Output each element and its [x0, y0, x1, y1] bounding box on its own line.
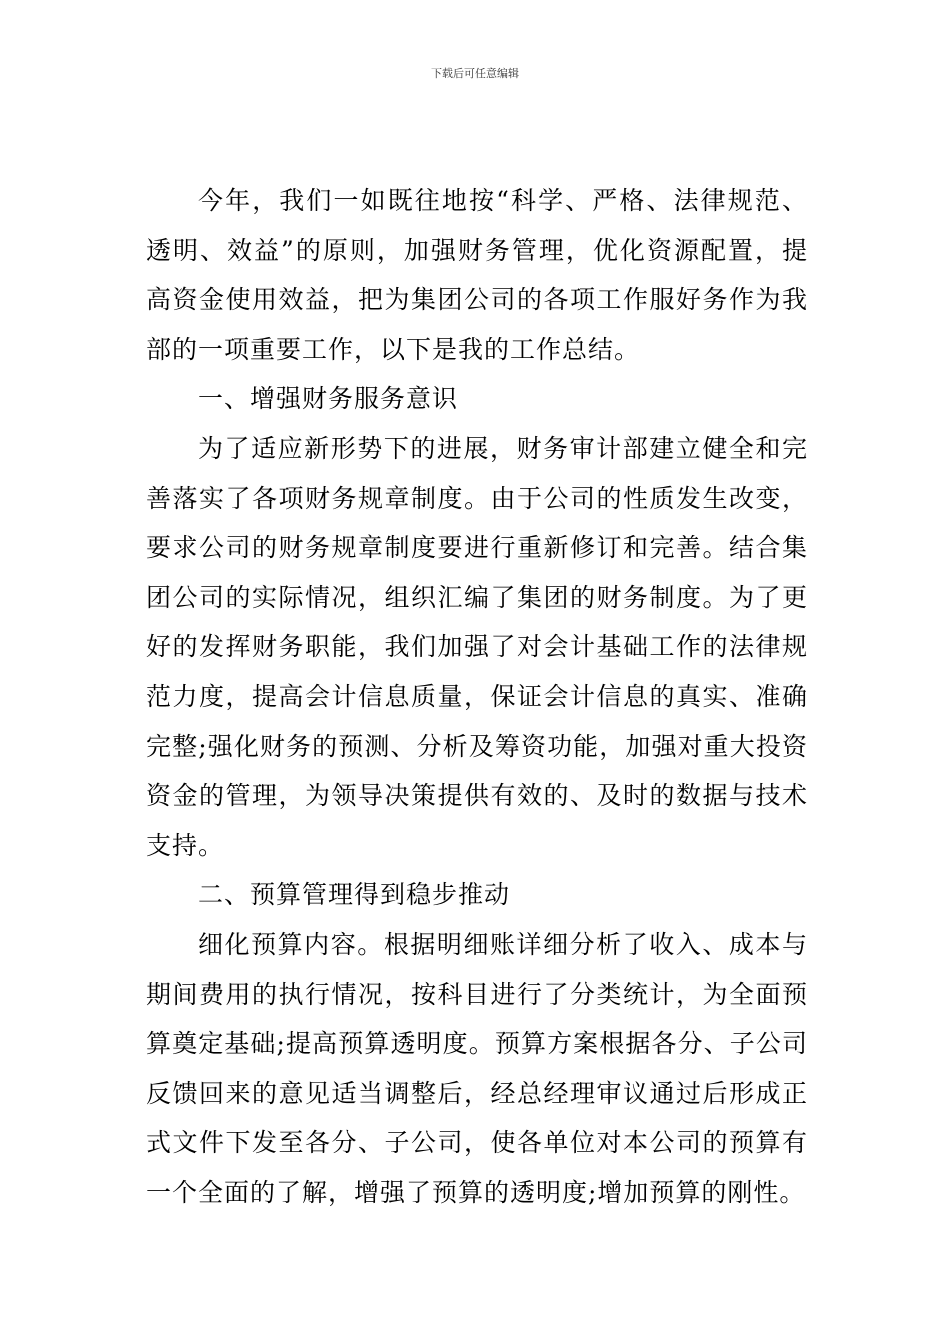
page-header [0, 66, 950, 82]
paragraph-section-1: 为了适应新形势下的进展，财务审计部建立健全和完善落实了各项财务规章制度。由于公司的性质发生改变，要求公司的财务规章制度要进行重新修订和完善。结合集团公司的实际情况，组织汇编了集团的财务制度。为了更好的发挥财务职能，我们加强了对会计基础工作的法律规范力度，提高会计信息质量，保证会计信息的真实、准确完整;强化财务的预测、分析及筹资功能，加强对重大投资资金的管理，为领导决策提供有效的、及时的数据与技术支持。 [146, 433, 808, 860]
section-heading-2: 二、预算管理得到稳步推动 [198, 880, 511, 910]
paragraph-section-2: 细化预算内容。根据明细账详细分析了收入、成本与期间费用的执行情况，按科目进行了分类统计，为全面预算奠定基础;提高预算透明度。预算方案根据各分、子公司反馈回来的意见适当调整后，经总经理审议通过后形成正式文件下发至各分、子公司，使各单位对本公司的预算有一个全面的了解，增强了预算的透明度;增加预算的刚性。 [146, 929, 808, 1207]
document-body [146, 176, 808, 1217]
paragraph-intro: 今年，我们一如既往地按“科学、严格、法律规范、透明、效益”的原则，加强财务管理，优化资源配置，提高资金使用效益，把为集团公司的各项工作服好务作为我部的一项重要工作，以下是我的工作总结。 [146, 186, 808, 364]
section-heading-1: 一、增强财务服务意识 [198, 384, 459, 414]
header-text: 下载后可任意编辑 [431, 67, 519, 80]
